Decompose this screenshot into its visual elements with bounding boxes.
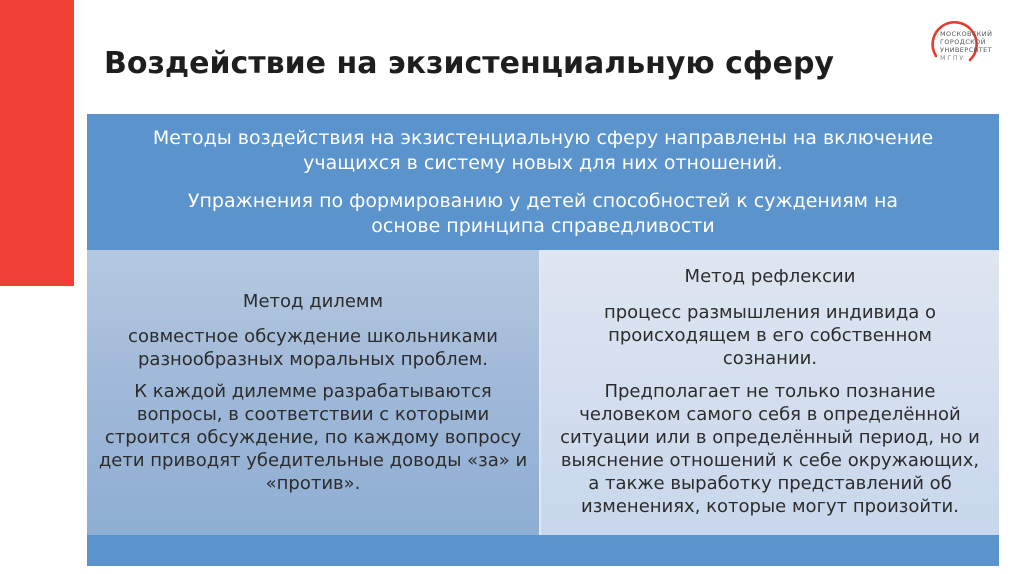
cell-line: строится обсуждение, по каждому вопросу (104, 427, 522, 448)
cell-title: Метод рефлексии (684, 266, 856, 287)
panel-header (87, 114, 999, 250)
cell-line: изменениях, которые могут произойти. (581, 496, 959, 517)
accent-bar (0, 0, 74, 286)
logo-line: МОСКОВСКИЙ (940, 30, 993, 38)
cell-line: а также выработку представлений об (588, 473, 952, 494)
cell-line: ситуации или в определённый период, но и (560, 427, 980, 448)
cell-title: Метод дилемм (242, 291, 384, 312)
cell-line: процесс размышления индивида о (603, 302, 937, 323)
cell-line: сознании. (722, 348, 818, 369)
cell-line: «против». (265, 473, 361, 494)
logo-line: УНИВЕРСИТЕТ (940, 46, 993, 54)
logo-line: ГОРОДСКОЙ (940, 38, 986, 46)
logo-abbreviation: МГПУ (940, 54, 965, 62)
header-paragraph (87, 189, 999, 239)
cell-paragraph (87, 325, 539, 371)
header-line: учащихся в систему новых для них отношений. (303, 152, 783, 174)
header-line: Методы воздействия на экзистенциальную сферу направлены на включение (152, 127, 934, 149)
cell-line: выяснение отношений к себе окружающих, (560, 450, 980, 471)
cell-line: совместное обсуждение школьниками (128, 326, 498, 347)
cell-line: К каждой дилемме разрабатываются (134, 381, 492, 402)
cell-line: Предполагает не только познание (604, 381, 936, 402)
cell-line: дети приводят убедительные доводы «за» и (98, 450, 528, 471)
reflection-method-cell (541, 250, 999, 535)
logo-text (940, 30, 992, 62)
cell-line: человеком самого себя в определённой (579, 404, 961, 425)
cell-line: вопросы, в соответствии с которыми (136, 404, 490, 425)
cell-line: разнообразных моральных проблем. (137, 349, 488, 370)
cell-paragraph (541, 301, 999, 370)
content-panel (87, 114, 999, 566)
cell-line: происходящем в его собственном (608, 325, 932, 346)
university-logo (926, 16, 1006, 72)
header-paragraph (87, 126, 999, 176)
dilemma-method-cell (87, 250, 541, 535)
header-line: основе принципа справедливости (371, 215, 715, 237)
header-line: Упражнения по формированию у детей способностей к суждениям на (187, 190, 899, 212)
cell-paragraph (87, 380, 539, 495)
slide-title: Воздействие на экзистенциальную сферу (104, 46, 834, 81)
cell-paragraph (541, 380, 999, 518)
